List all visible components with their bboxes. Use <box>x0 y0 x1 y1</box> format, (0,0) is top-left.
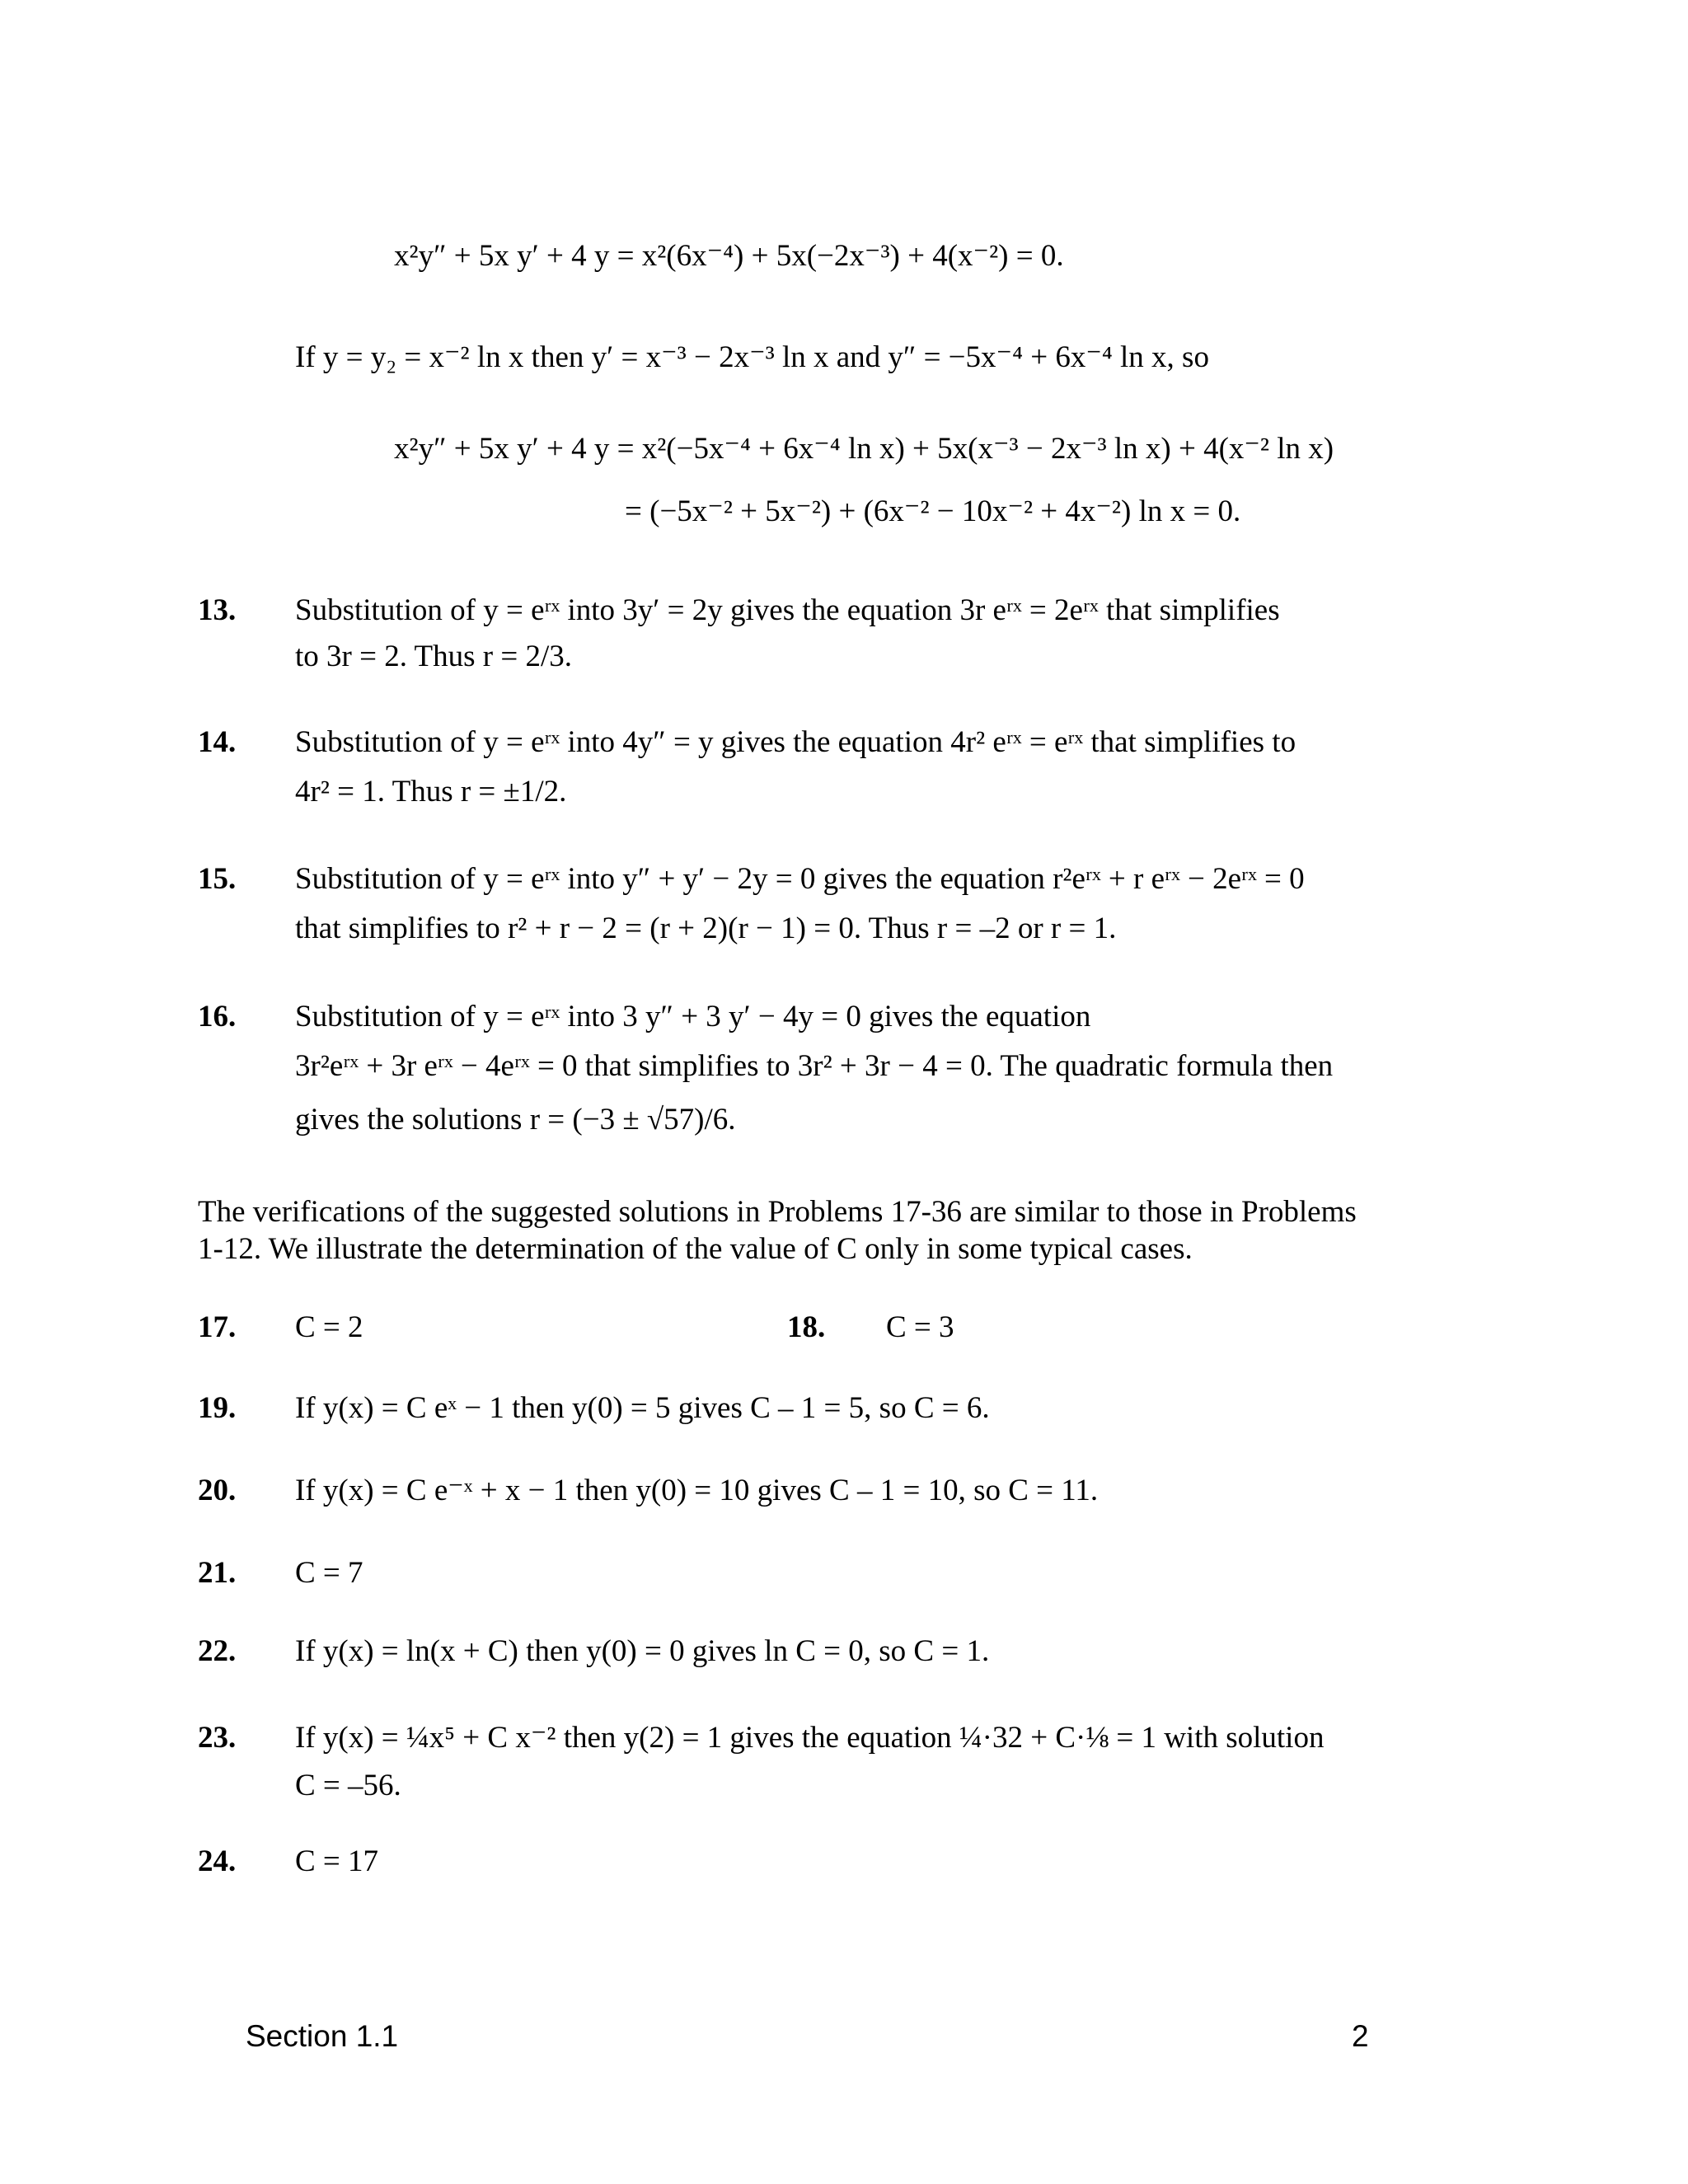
problem-23-line-1: If y(x) = ¼x⁵ + C x⁻² then y(2) = 1 gives the equation ¼·32 + C·⅛ = 1 with solution <box>295 1721 1325 1755</box>
problem-19-answer: If y(x) = C eˣ − 1 then y(0) = 5 gives C – 1 = 5, so C = 6. <box>295 1391 990 1425</box>
intro-line-1: The verifications of the suggested solutions in Problems 17-36 are similar to those in Problems <box>198 1195 1357 1229</box>
footer-section: Section 1.1 <box>246 2019 399 2053</box>
problem-number-20: 20. <box>198 1474 237 1507</box>
problem-21-answer: C = 7 <box>295 1556 363 1590</box>
problem-number-17: 17. <box>198 1310 237 1344</box>
problem-15-line-2: that simplifies to r² + r − 2 = (r + 2)(r − 1) = 0. Thus r = –2 or r = 1. <box>295 912 1117 945</box>
problem-number-19: 19. <box>198 1391 237 1425</box>
problem-16-line-3: gives the solutions r = (−3 ± √57)/6. <box>295 1103 736 1137</box>
problem-number-13: 13. <box>198 593 237 627</box>
problem-number-18: 18. <box>787 1310 826 1344</box>
problem-13-line-2: to 3r = 2. Thus r = 2/3. <box>295 640 573 673</box>
problem-number-15: 15. <box>198 862 237 896</box>
problem-15-line-1: Substitution of y = eʳˣ into y″ + y′ − 2y = 0 gives the equation r²eʳˣ + r eʳˣ − 2eʳˣ = 0 <box>295 862 1305 896</box>
problem-16-line-1: Substitution of y = eʳˣ into 3 y″ + 3 y′ − 4y = 0 gives the equation <box>295 1000 1091 1033</box>
page-number: 2 <box>1352 2019 1369 2053</box>
problem-22-answer: If y(x) = ln(x + C) then y(0) = 0 gives ln C = 0, so C = 1. <box>295 1634 990 1668</box>
problem-14-line-1: Substitution of y = eʳˣ into 4y″ = y gives the equation 4r² eʳˣ = eʳˣ that simplifies to <box>295 725 1296 759</box>
problem-number-21: 21. <box>198 1556 237 1590</box>
equation-line-2: If y = y₂ = x⁻² ln x then y′ = x⁻³ − 2x⁻³ ln x and y″ = −5x⁻⁴ + 6x⁻⁴ ln x, so <box>295 340 1209 374</box>
equation-line-1: x²y″ + 5x y′ + 4 y = x²(6x⁻⁴) + 5x(−2x⁻³) + 4(x⁻²) = 0. <box>394 239 1064 273</box>
problem-number-22: 22. <box>198 1634 237 1668</box>
problem-14-line-2: 4r² = 1. Thus r = ±1/2. <box>295 775 567 808</box>
problem-18-answer: C = 3 <box>886 1310 954 1344</box>
problem-24-answer: C = 17 <box>295 1844 379 1878</box>
problem-number-23: 23. <box>198 1721 237 1755</box>
problem-16-line-2: 3r²eʳˣ + 3r eʳˣ − 4eʳˣ = 0 that simplifies to 3r² + 3r − 4 = 0. The quadratic formula then <box>295 1049 1334 1083</box>
problem-17-answer: C = 2 <box>295 1310 363 1344</box>
intro-line-2: 1-12. We illustrate the determination of the value of C only in some typical cases. <box>198 1232 1193 1266</box>
problem-13-line-1: Substitution of y = eʳˣ into 3y′ = 2y gives the equation 3r eʳˣ = 2eʳˣ that simplifies <box>295 593 1280 627</box>
problem-number-16: 16. <box>198 1000 237 1033</box>
problem-number-14: 14. <box>198 725 237 759</box>
problem-number-24: 24. <box>198 1844 237 1878</box>
problem-20-answer: If y(x) = C e⁻ˣ + x − 1 then y(0) = 10 gives C – 1 = 10, so C = 11. <box>295 1474 1099 1507</box>
equation-line-3: x²y″ + 5x y′ + 4 y = x²(−5x⁻⁴ + 6x⁻⁴ ln x) + 5x(x⁻³ − 2x⁻³ ln x) + 4(x⁻² ln x) <box>394 432 1334 466</box>
equation-line-4: = (−5x⁻² + 5x⁻²) + (6x⁻² − 10x⁻² + 4x⁻²) ln x = 0. <box>625 494 1241 528</box>
problem-23-line-2: C = –56. <box>295 1769 401 1802</box>
